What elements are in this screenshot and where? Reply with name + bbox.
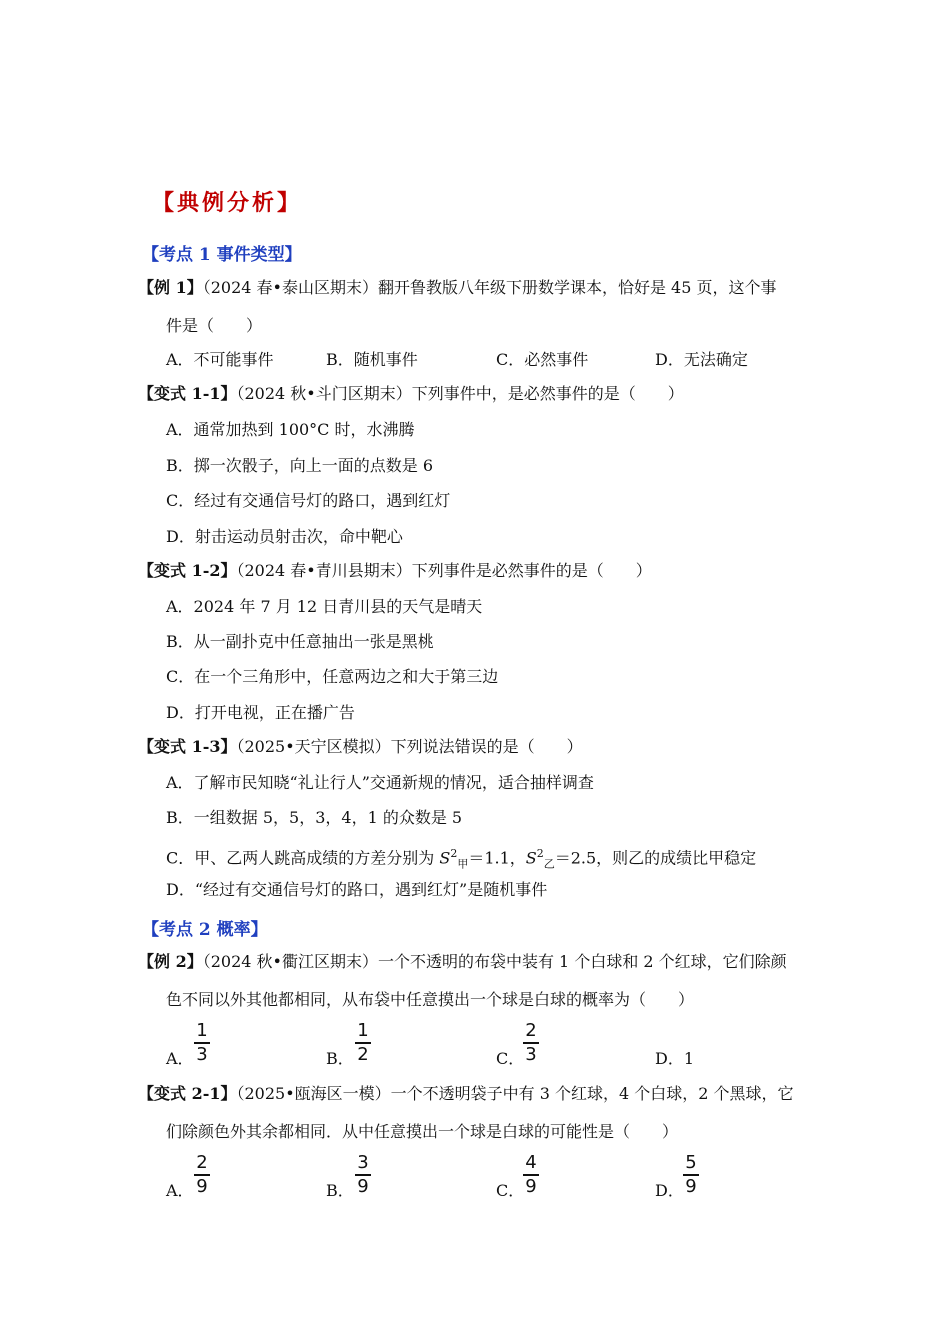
superscript: 2	[536, 847, 544, 860]
example-1-tag: 【例 1】	[138, 278, 203, 297]
variant-2-1-option-c-label: C．	[496, 1181, 525, 1200]
example-2-option-c-label: C．	[496, 1049, 525, 1068]
variant-2-1-option-a-label: A．	[166, 1181, 194, 1200]
option-c-text-post: ＝2.5，则乙的成绩比甲稳定	[554, 848, 757, 868]
subscript-yi: 乙	[543, 857, 555, 871]
section-title: 【典例分析】	[152, 190, 303, 216]
option-label: D．	[655, 1049, 684, 1068]
variant-1-1-option-c: C．经过有交通信号灯的路口，遇到红灯	[166, 491, 451, 510]
example-2-line1	[138, 952, 787, 972]
denominator: 9	[357, 1175, 369, 1197]
variance-symbol: S	[439, 848, 451, 868]
kaodian-2-title: 【考点 2 概率】	[142, 920, 268, 940]
kaodian-1-title: 【考点 1 事件类型】	[142, 245, 302, 265]
variant-1-1-stem: （2024 秋•斗门区期末）下列事件中，是必然事件的是（ ）	[236, 384, 684, 403]
variant-1-3-option-c	[166, 844, 756, 875]
variant-1-1-option-d: D．射击运动员射击次，命中靶心	[166, 527, 403, 546]
variant-1-2-option-c: C．在一个三角形中，任意两边之和大于第三边	[166, 667, 499, 686]
variant-1-3-option-a: A．了解市民知晓“礼让行人”交通新规的情况，适合抽样调查	[166, 773, 594, 792]
variant-1-2-option-b: B．从一副扑克中任意抽出一张是黑桃	[166, 632, 434, 651]
variant-2-1-line1	[138, 1084, 794, 1104]
example-1-line1	[138, 278, 777, 298]
variant-1-1-option-b: B．掷一次骰子，向上一面的点数是 6	[166, 456, 434, 475]
variant-2-1-tag: 【变式 2-1】	[138, 1084, 237, 1103]
variant-1-3-option-d: D．“经过有交通信号灯的路口，遇到红灯”是随机事件	[166, 880, 548, 899]
numerator: 2	[196, 1152, 208, 1173]
example-2-option-d	[655, 1049, 694, 1069]
example-2-tag: 【例 2】	[138, 952, 203, 971]
variant-1-3-line	[138, 737, 583, 757]
variant-1-2-option-d: D．打开电视，正在播广告	[166, 703, 355, 722]
variant-1-3-tag: 【变式 1-3】	[138, 737, 237, 756]
variant-2-1-line2: 们除颜色外其余都相同．从中任意摸出一个球是白球的可能性是（ ）	[166, 1122, 679, 1141]
variant-1-3-option-b: B．一组数据 5，5，3，4，1 的众数是 5	[166, 808, 463, 827]
numerator: 5	[685, 1152, 697, 1173]
option-c-text-pre: C．甲、乙两人跳高成绩的方差分别为	[166, 848, 440, 868]
denominator: 2	[357, 1043, 369, 1065]
numerator: 1	[357, 1020, 369, 1041]
numerator: 3	[357, 1152, 369, 1173]
variant-2-1-option-b-label: B．	[326, 1181, 354, 1200]
variant-2-1-option-d-fraction	[683, 1153, 699, 1197]
variant-1-1-option-a: A．通常加热到 100°C 时，水沸腾	[166, 420, 415, 439]
variant-2-1-option-a-fraction	[194, 1153, 210, 1197]
variant-1-2-line	[138, 561, 652, 581]
example-1-option-d: D．无法确定	[655, 350, 748, 369]
variant-2-1-stem: （2025•瓯海区一模）一个不透明袋子中有 3 个红球，4 个白球，2 个黑球，它	[236, 1084, 794, 1103]
superscript: 2	[450, 847, 458, 860]
option-value: 1	[683, 1049, 695, 1068]
denominator: 3	[525, 1043, 537, 1065]
denominator: 3	[196, 1043, 208, 1065]
numerator: 2	[525, 1020, 537, 1041]
example-2-option-c-fraction	[523, 1021, 539, 1065]
example-2-line2: 色不同以外其他都相同，从布袋中任意摸出一个球是白球的概率为（ ）	[166, 990, 695, 1009]
example-1-option-c: C．必然事件	[496, 350, 589, 369]
example-1-option-b: B．随机事件	[326, 350, 418, 369]
example-2-option-a-fraction	[194, 1021, 210, 1065]
numerator: 1	[196, 1020, 208, 1041]
variant-1-2-tag: 【变式 1-2】	[138, 561, 237, 580]
variant-2-1-option-b-fraction	[355, 1153, 371, 1197]
variant-1-2-stem: （2024 春•青川县期末）下列事件是必然事件的是（ ）	[236, 561, 652, 580]
numerator: 4	[525, 1152, 537, 1173]
variant-1-1-tag: 【变式 1-1】	[138, 384, 237, 403]
example-1-stem: （2024 春•泰山区期末）翻开鲁教版八年级下册数学课本，恰好是 45 页，这个事	[202, 278, 777, 297]
variance-symbol: S	[525, 848, 537, 868]
subscript-jia: 甲	[457, 857, 469, 871]
example-2-option-b-fraction	[355, 1021, 371, 1065]
example-2-option-a-label: A．	[166, 1049, 194, 1068]
variant-2-1-option-d-label: D．	[655, 1181, 684, 1200]
variant-1-1-line	[138, 384, 684, 404]
variant-1-2-option-a: A．2024 年 7 月 12 日青川县的天气是晴天	[166, 597, 483, 616]
variant-1-3-stem: （2025•天宁区模拟）下列说法错误的是（ ）	[236, 737, 583, 756]
denominator: 9	[685, 1175, 697, 1197]
example-2-stem: （2024 秋•衢江区期末）一个不透明的布袋中装有 1 个白球和 2 个红球，它们除颜	[202, 952, 787, 971]
denominator: 9	[525, 1175, 537, 1197]
example-2-option-b-label: B．	[326, 1049, 354, 1068]
denominator: 9	[196, 1175, 208, 1197]
option-c-text-mid: ＝1.1，	[468, 848, 526, 868]
example-1-line2: 件是（ ）	[166, 316, 263, 335]
variant-2-1-option-c-fraction	[523, 1153, 539, 1197]
example-1-option-a: A．不可能事件	[166, 350, 274, 369]
